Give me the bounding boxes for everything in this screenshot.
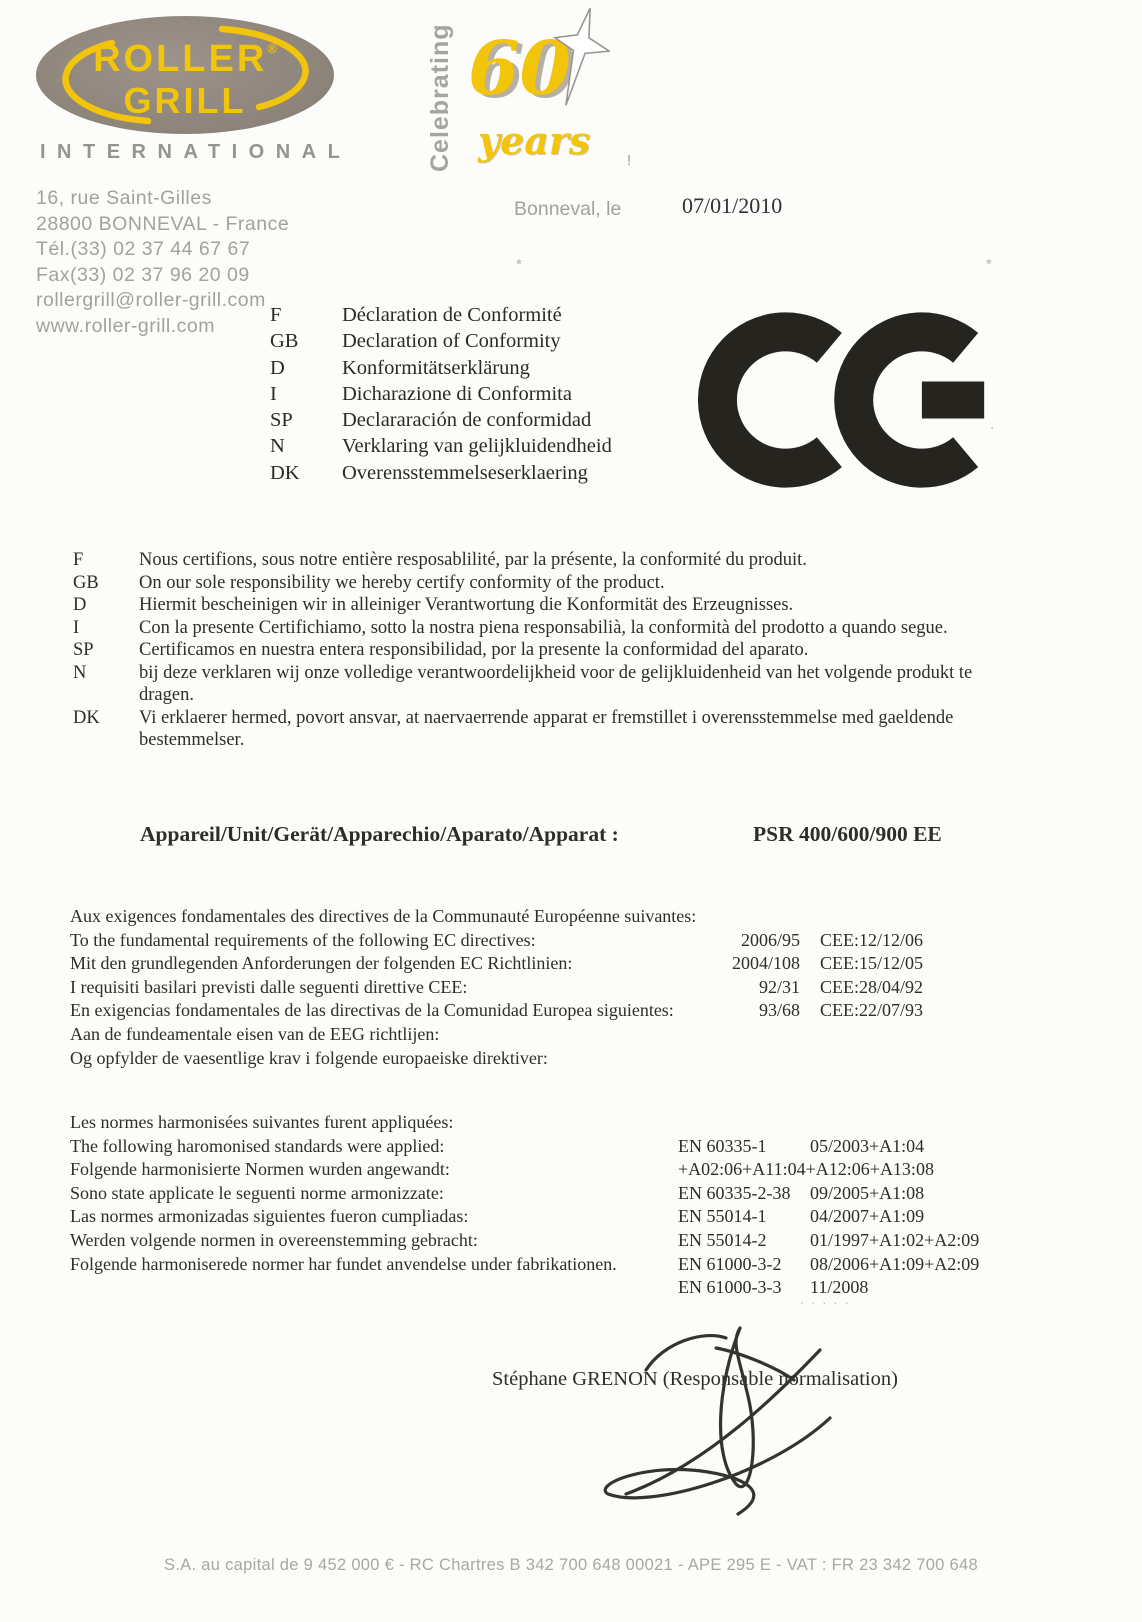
star-icon	[548, 6, 610, 108]
standard-text: Werden volgende normen in overeenstemming gebracht:	[70, 1229, 478, 1250]
product-label: Appareil/Unit/Gerät/Apparechio/Aparato/Apparat :	[140, 822, 619, 846]
logo-word-grill: GRILL	[123, 80, 247, 121]
roller-grill-logo	[36, 16, 334, 134]
lang-code: F	[73, 550, 84, 570]
statement-row	[73, 594, 995, 617]
registered-mark-icon: ®	[267, 41, 277, 56]
standard-text: Sono state applicate le seguenti norme armonizzate:	[70, 1182, 444, 1203]
directive-date: CEE:15/12/05	[820, 953, 923, 974]
statement-text: Certificamos en nuestra entera responsibilidad, por la presente la conformidad del aparato.	[139, 640, 809, 660]
standard-row	[70, 1254, 1080, 1278]
declaration-title: Dicharazione di Conformita	[342, 382, 572, 405]
standard-row	[70, 1159, 1080, 1183]
directive-number: 93/68	[758, 1000, 800, 1021]
standard-row	[70, 1277, 1080, 1301]
scan-artifact: .	[990, 416, 995, 433]
certification-statements	[73, 549, 995, 752]
signatory-name: Stéphane GRENON (Responsable normalisation)	[492, 1368, 898, 1390]
product-model: PSR 400/600/900 EE	[753, 822, 942, 846]
celebrating-text: Celebrating	[426, 23, 454, 172]
standard-text: The following haromonised standards were applied:	[70, 1135, 445, 1156]
declaration-title-row	[270, 383, 612, 409]
declaration-title: Overensstemmelseserklaering	[342, 461, 588, 484]
address-line: 28800 BONNEVAL - France	[36, 212, 290, 235]
statement-row	[73, 572, 995, 595]
declaration-titles-list	[270, 304, 612, 488]
standard-version: 04/2007+A1:09	[810, 1206, 925, 1227]
lang-code: DK	[270, 461, 300, 484]
directive-number: 2004/108	[731, 953, 800, 974]
logo-word-roller: ROLLER®	[93, 38, 277, 80]
declaration-title: Declaration of Conformity	[342, 330, 561, 353]
standard-text: Les normes harmonisées suivantes furent appliquées:	[70, 1112, 454, 1132]
declaration-title-row	[270, 462, 612, 488]
declaration-title: Konformitätserklärung	[342, 356, 530, 379]
directive-number: 92/31	[758, 976, 800, 997]
standard-code: EN 60335-2-38	[678, 1182, 791, 1203]
statement-row	[73, 707, 995, 752]
statement-text: On our sole responsibility we hereby certify conformity of the product.	[139, 572, 665, 593]
lang-code: I	[270, 382, 277, 405]
lang-code: GB	[270, 330, 299, 353]
declaration-title-row	[270, 304, 612, 330]
lang-code: GB	[73, 572, 99, 593]
lang-code: N	[73, 662, 87, 683]
handwritten-signature	[588, 1322, 878, 1522]
standard-row	[70, 1183, 1080, 1207]
statement-row	[73, 617, 995, 640]
directive-text: Aux exigences fondamentales des directives de la Communauté Européenne suivantes:	[70, 906, 697, 926]
lang-code: D	[270, 356, 285, 379]
lang-code: F	[270, 304, 282, 326]
directive-text: Og opfylder de vaesentlige krav i folgende europaeiske direktiver:	[70, 1047, 548, 1068]
directive-text: En exigencias fondamentales de las directivas de la Comunidad Europea siguientes:	[70, 1000, 674, 1021]
standard-row	[70, 1112, 1080, 1136]
lang-code: I	[73, 617, 80, 638]
scan-artifact: *	[516, 256, 522, 273]
directive-row	[70, 1000, 1080, 1024]
standard-code: EN 55014-1	[678, 1206, 767, 1227]
lang-code: SP	[73, 640, 94, 660]
dateline-place: Bonneval, le	[514, 198, 622, 220]
declaration-title-row	[270, 357, 612, 383]
lang-code: N	[270, 435, 285, 458]
standard-code: EN 61000-3-2	[678, 1253, 782, 1274]
declaration-title: Declararación de conformidad	[342, 409, 592, 432]
standard-ref	[678, 1183, 924, 1204]
statement-row	[73, 662, 995, 707]
standard-row	[70, 1230, 1080, 1254]
standard-version: 01/1997+A1:02+A2:09	[810, 1229, 980, 1250]
company-address-block	[36, 186, 289, 339]
directive-row	[70, 953, 1080, 977]
statement-text: Vi erklaerer hermed, povort ansvar, at naervaerrende apparat er fremstillet i overensstemmelse med gaeldende bestemmelser.	[139, 707, 954, 750]
standard-text: Folgende harmoniserede normer har fundet anvendelse under fabrikationen.	[70, 1253, 617, 1274]
directive-number: 2006/95	[740, 929, 800, 950]
standard-version: 08/2006+A1:09+A2:09	[810, 1253, 980, 1274]
declaration-title-row	[270, 330, 612, 356]
statement-row	[73, 639, 995, 662]
phone-line: Tél.(33) 02 37 44 67 67	[36, 238, 251, 260]
statement-text: Con la presente Certifichiamo, sotto la nostra piena responsabilià, la conformità del prodotto a quando segue.	[139, 617, 948, 638]
standard-ref	[678, 1112, 810, 1133]
directive-row	[70, 1048, 1080, 1072]
standard-code: EN 61000-3-3	[678, 1277, 782, 1298]
directive-date: CEE:22/07/93	[820, 1000, 923, 1021]
logo-tagline: INTERNATIONAL	[40, 141, 352, 163]
declaration-title: Verklaring van gelijkluidendheid	[342, 435, 612, 458]
standard-ref	[678, 1230, 979, 1251]
lang-code: SP	[270, 409, 293, 432]
directive-date: CEE:28/04/92	[820, 976, 923, 997]
standard-ref	[678, 1136, 924, 1157]
standards-section	[70, 1112, 1080, 1301]
lang-code: D	[73, 595, 87, 615]
standard-text: Folgende harmonisierte Normen wurden angewandt:	[70, 1159, 450, 1180]
scan-artifact: !	[627, 152, 632, 169]
directive-date: CEE:12/12/06	[820, 929, 923, 950]
email-line: rollergrill@roller-grill.com	[36, 289, 266, 311]
standard-text: Las normes armonizadas siguientes fueron cumpliadas:	[70, 1206, 469, 1227]
standard-code: +A02:06+A11:04+A12:06+A13:08	[678, 1159, 934, 1180]
standard-version: 05/2003+A1:04	[810, 1135, 925, 1156]
directive-text: To the fundamental requirements of the following EC directives:	[70, 929, 536, 950]
standard-version: 11/2008	[810, 1277, 869, 1298]
ce-mark-icon	[698, 300, 990, 500]
statement-text: bij deze verklaren wij onze volledige verantwoordelijkheid voor de gelijkluidenheid van het volgende produkt te dragen.	[139, 662, 973, 705]
statement-text: Nous certifions, sous notre entière resposablilité, par la présente, la conformité du produit.	[139, 550, 807, 570]
directive-text: I requisiti basilari previsti dalle seguenti direttive CEE:	[70, 976, 468, 997]
anniversary-60: 60	[468, 26, 571, 112]
legal-footer: S.A. au capital de 9 452 000 € - RC Chartres B 342 700 648 00021 - APE 295 E - VAT : FR 23 342 700 648	[164, 1556, 978, 1574]
declaration-title: Déclaration de Conformité	[342, 304, 562, 326]
declaration-title-row	[270, 435, 612, 461]
standard-row	[70, 1206, 1080, 1230]
anniversary-years: years	[478, 118, 591, 163]
scan-artifact: *	[986, 256, 992, 273]
standard-ref	[678, 1206, 924, 1227]
directive-row	[70, 930, 1080, 954]
directive-text: Aan de fundeamentale eisen van de EEG richtlijen:	[70, 1023, 440, 1044]
standard-row	[70, 1136, 1080, 1160]
standard-ref	[678, 1159, 934, 1180]
directive-row	[70, 977, 1080, 1001]
directive-text: Mit den grundlegenden Anforderungen der folgenden EC Richtlinien:	[70, 953, 573, 974]
statement-row	[73, 549, 995, 572]
standard-code: EN 60335-1	[678, 1135, 767, 1156]
directive-row	[70, 1024, 1080, 1048]
directives-section	[70, 906, 1080, 1071]
directive-row	[70, 906, 1080, 930]
standard-ref	[678, 1254, 979, 1275]
website-line: www.roller-grill.com	[36, 314, 216, 337]
dateline-date: 07/01/2010	[682, 193, 783, 218]
standard-version: 09/2005+A1:08	[810, 1182, 925, 1203]
scan-artifact: . . . . .	[800, 1292, 851, 1307]
statement-text: Hiermit bescheinigen wir in alleiniger Verantwortung die Konformität des Erzeugnisses.	[139, 595, 794, 615]
fax-line: Fax(33) 02 37 96 20 09	[36, 263, 250, 286]
declaration-title-row	[270, 409, 612, 435]
address-line: 16, rue Saint-Gilles	[36, 187, 212, 209]
standard-code: EN 55014-2	[678, 1229, 767, 1250]
lang-code: DK	[73, 707, 100, 728]
